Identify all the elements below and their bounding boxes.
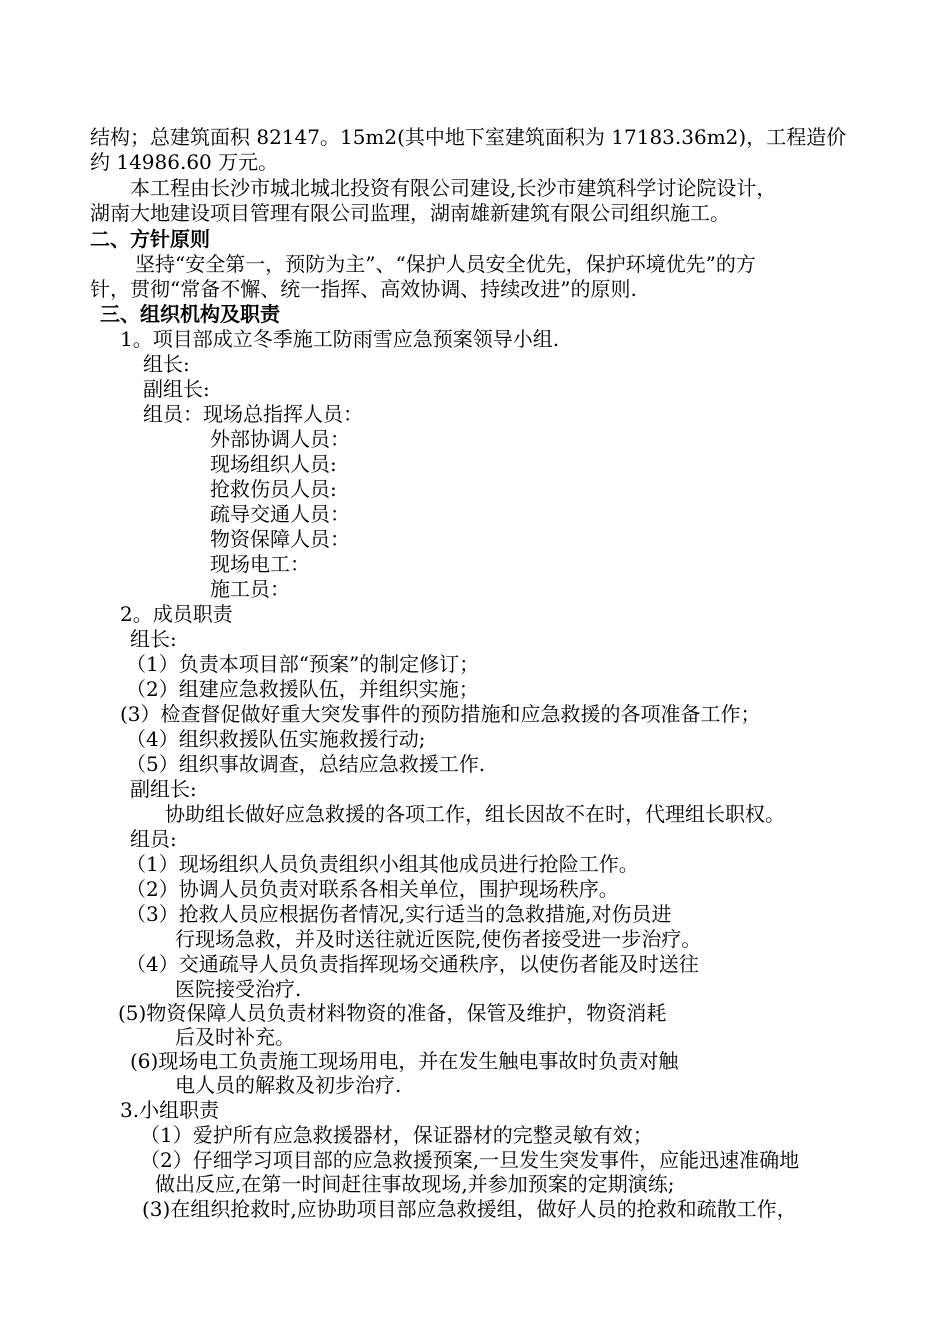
list-item: （1）负责本项目部“预案”的制定修订； xyxy=(126,652,480,676)
list-item: （2）仔细学习项目部的应急救援预案,一旦发生突发事件，应能迅速准确地 xyxy=(140,1148,800,1172)
list-item: 组员：现场总指挥人员： xyxy=(143,402,363,426)
list-item: （5）组织事故调查，总结应急救援工作. xyxy=(126,752,486,776)
list-item: (6)现场电工负责施工现场用电，并在发生触电事故时负责对触 xyxy=(130,1049,679,1073)
body-text-line: 本工程由长沙市城北城北投资有限公司建设,长沙市建筑科学讨论院设计， xyxy=(130,176,777,200)
list-item: (5)物资保障人员负责材料物资的准备，保管及维护，物资消耗 xyxy=(118,1001,667,1025)
list-item: （4）交通疏导人员负责指挥现场交通秩序，以使伤者能及时送往 xyxy=(126,952,699,976)
list-item: 副组长: xyxy=(130,777,197,801)
body-text-line: 湖南大地建设项目管理有限公司监理，湖南雄新建筑有限公司组织施工。 xyxy=(90,201,730,225)
list-item: 疏导交通人员： xyxy=(210,502,350,526)
list-item: 施工员： xyxy=(210,577,290,601)
list-item: （2）组建应急救援队伍，并组织实施； xyxy=(126,677,479,701)
list-item: (3）检查督促做好重大突发事件的预防措施和应急救援的各项准备工作； xyxy=(120,702,761,726)
list-item: (3)在组织抢救时,应协助项目部应急救援组，做好人员的抢救和疏散工作， xyxy=(142,1197,797,1221)
list-item: 外部协调人员： xyxy=(210,427,350,451)
list-item: （4）组织救援队伍实施救援行动; xyxy=(126,727,426,751)
body-text-line: 结构；总建筑面积 82147。15m2(其中地下室建筑面积为 17183.36m2)，工程造价 xyxy=(90,125,847,149)
list-item: （1）现场组织人员负责组织小组其他成员进行抢险工作。 xyxy=(126,852,639,876)
body-text-line: 坚持“安全第一，预防为主”、“保护人员安全优先，保护环境优先”的方 xyxy=(135,252,756,276)
list-item: 组长: xyxy=(143,352,190,376)
list-item: 抢救伤员人员: xyxy=(210,477,337,501)
list-item: 2。成员职责 xyxy=(120,602,233,626)
body-text-line: 约 14986.60 万元。 xyxy=(90,150,279,174)
list-item: 行现场急救，并及时送往就近医院,使伤者接受进一步治疗。 xyxy=(175,927,702,951)
list-item: 副组长: xyxy=(143,377,210,401)
list-item: 做出反应,在第一时间赶往事故现场,并参加预案的定期演练; xyxy=(155,1172,675,1196)
list-item: 1。项目部成立冬季施工防雨雪应急预案领导小组. xyxy=(120,327,560,351)
list-item: 协助组长做好应急救援的各项工作，组长因故不在时，代理组长职权。 xyxy=(165,802,785,826)
list-item: 物资保障人员： xyxy=(210,527,350,551)
list-item: （1）爱护所有应急救援器材，保证器材的完整灵敏有效； xyxy=(140,1123,653,1147)
list-item: 医院接受治疗. xyxy=(175,977,302,1001)
list-item: （2）协调人员负责对联系各相关单位，围护现场秩序。 xyxy=(126,877,619,901)
list-item: 3.小组职责 xyxy=(120,1098,220,1122)
section-heading-organization: 三、组织机构及职责 xyxy=(100,302,280,326)
list-item: 现场组织人员: xyxy=(210,452,337,476)
list-item: 后及时补充。 xyxy=(175,1025,295,1049)
list-item: 组长: xyxy=(130,627,177,651)
list-item: 电人员的解救及初步治疗. xyxy=(175,1073,402,1097)
list-item: 现场电工： xyxy=(210,552,310,576)
body-text-line: 针，贯彻“常备不懈、统一指挥、高效协调、持续改进”的原则. xyxy=(90,277,637,301)
list-item: （3）抢救人员应根据伤者情况,实行适当的急救措施,对伤员进 xyxy=(126,902,672,926)
section-heading-policy: 二、方针原则 xyxy=(90,227,210,251)
list-item: 组员: xyxy=(130,827,177,851)
